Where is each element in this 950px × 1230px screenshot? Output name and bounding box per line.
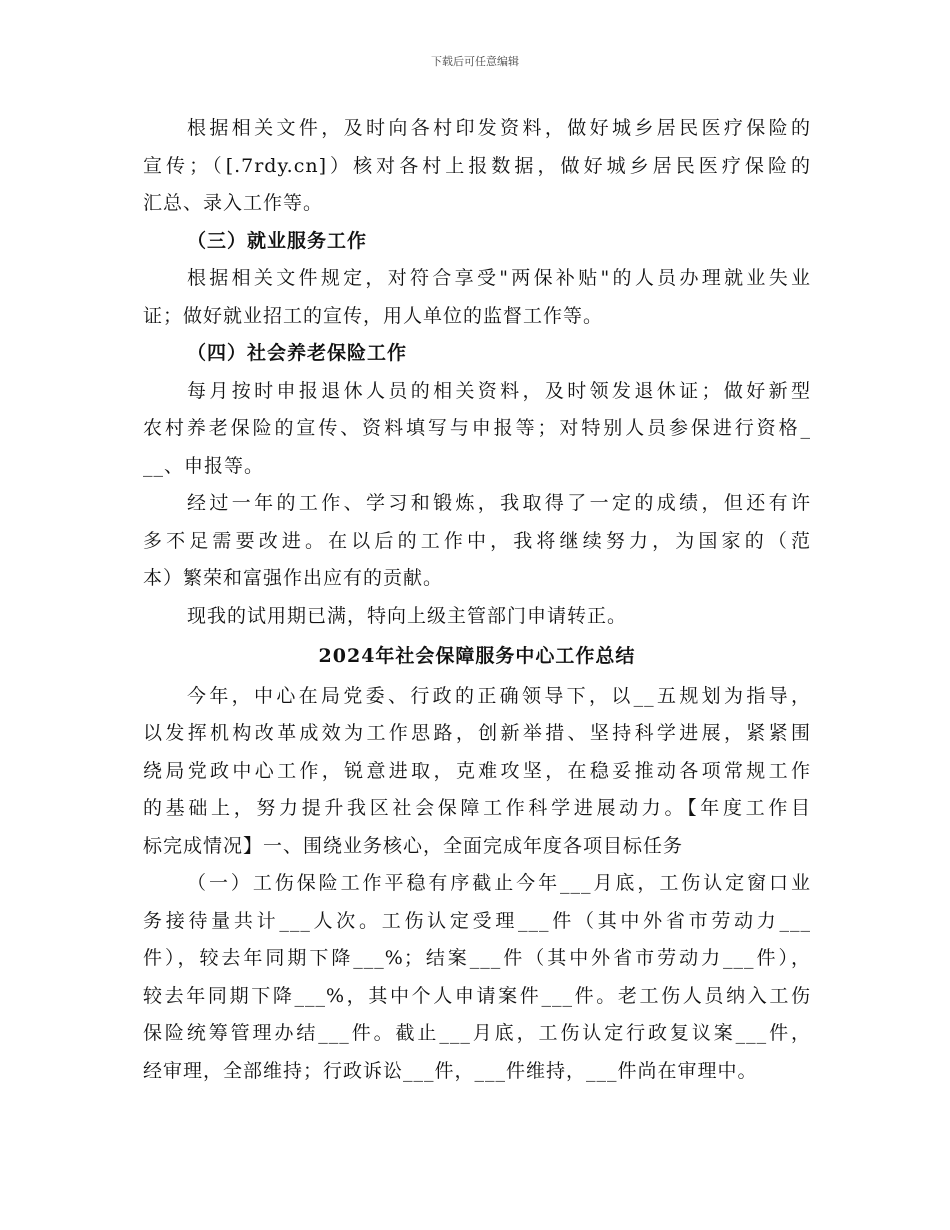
text-line: 宣传；（[.7rdy.cn]）核对各村上报数据，做好城乡居民医疗保险的 <box>143 154 811 177</box>
section-heading-employment: （三）就业服务工作 <box>187 229 368 252</box>
text-line: 今年，中心在局党委、行政的正确领导下，以__五规划为指导， <box>187 684 811 707</box>
text-line: 的基础上，努力提升我区社会保障工作科学进展动力。【年度工作目 <box>143 797 811 819</box>
paragraph-overview <box>143 678 811 866</box>
document-title: 2024年社会保障服务中心工作总结 <box>318 645 636 667</box>
text-line: 汇总、录入工作等。 <box>143 192 324 214</box>
text-line: 现我的试用期已满，特向上级主管部门申请转正。 <box>187 604 628 627</box>
text-line: （一）工伤保险工作平稳有序截止今年___月底，工伤认定窗口业 <box>187 872 811 894</box>
paragraph-employment <box>143 260 811 335</box>
text-line: 标完成情况】一、围绕业务核心，全面完成年度各项目标任务 <box>143 834 684 857</box>
paragraph-injury-insurance <box>143 865 811 1090</box>
document-body <box>143 110 811 1090</box>
text-line: 本）繁荣和富强作出应有的贡献。 <box>143 567 444 589</box>
text-line: 件），较去年同期下降___%；结案___件（其中外省市劳动力___件）， <box>143 947 811 969</box>
section-heading-pension: （四）社会养老保险工作 <box>187 342 408 364</box>
paragraph-probation <box>143 598 811 636</box>
paragraph-pension <box>143 373 811 486</box>
page-header-note: 下载后可任意编辑 <box>431 55 519 68</box>
text-line: 较去年同期下降___%，其中个人申请案件___件。老工伤人员纳入工伤 <box>143 984 811 1007</box>
text-line: 经过一年的工作、学习和锻炼，我取得了一定的成绩，但还有许 <box>187 492 811 514</box>
text-line: 农村养老保险的宣传、资料填写与申报等；对特别人员参保进行资格_ <box>143 417 811 439</box>
text-line: 证；做好就业招工的宣传，用人单位的监督工作等。 <box>143 304 604 327</box>
text-line: __、申报等。 <box>143 454 265 477</box>
text-line: 每月按时申报退休人员的相关资料，及时领发退休证；做好新型 <box>187 379 811 402</box>
text-line: 绕局党政中心工作，锐意进取，克难攻坚，在稳妥推动各项常规工作 <box>143 759 811 782</box>
text-line: 经审理，全部维持；行政诉讼___件，___件维持，___件尚在审理中。 <box>143 1059 758 1082</box>
paragraph-medical-insurance <box>143 110 811 223</box>
text-line: 保险统筹管理办结___件。截止___月底，工伤认定行政复议案___件， <box>143 1022 811 1044</box>
paragraph-achievements <box>143 485 811 598</box>
text-line: 根据相关文件，及时向各村印发资料，做好城乡居民医疗保险的 <box>187 117 811 139</box>
text-line: 务接待量共计___人次。工伤认定受理___件（其中外省市劳动力___ <box>143 909 811 932</box>
text-line: 根据相关文件规定，对符合享受"两保补贴"的人员办理就业失业 <box>187 267 811 289</box>
text-line: 多不足需要改进。在以后的工作中，我将继续努力，为国家的（范 <box>143 529 811 552</box>
text-line: 以发挥机构改革成效为工作思路，创新举措、坚持科学进展，紧紧围 <box>143 722 811 744</box>
